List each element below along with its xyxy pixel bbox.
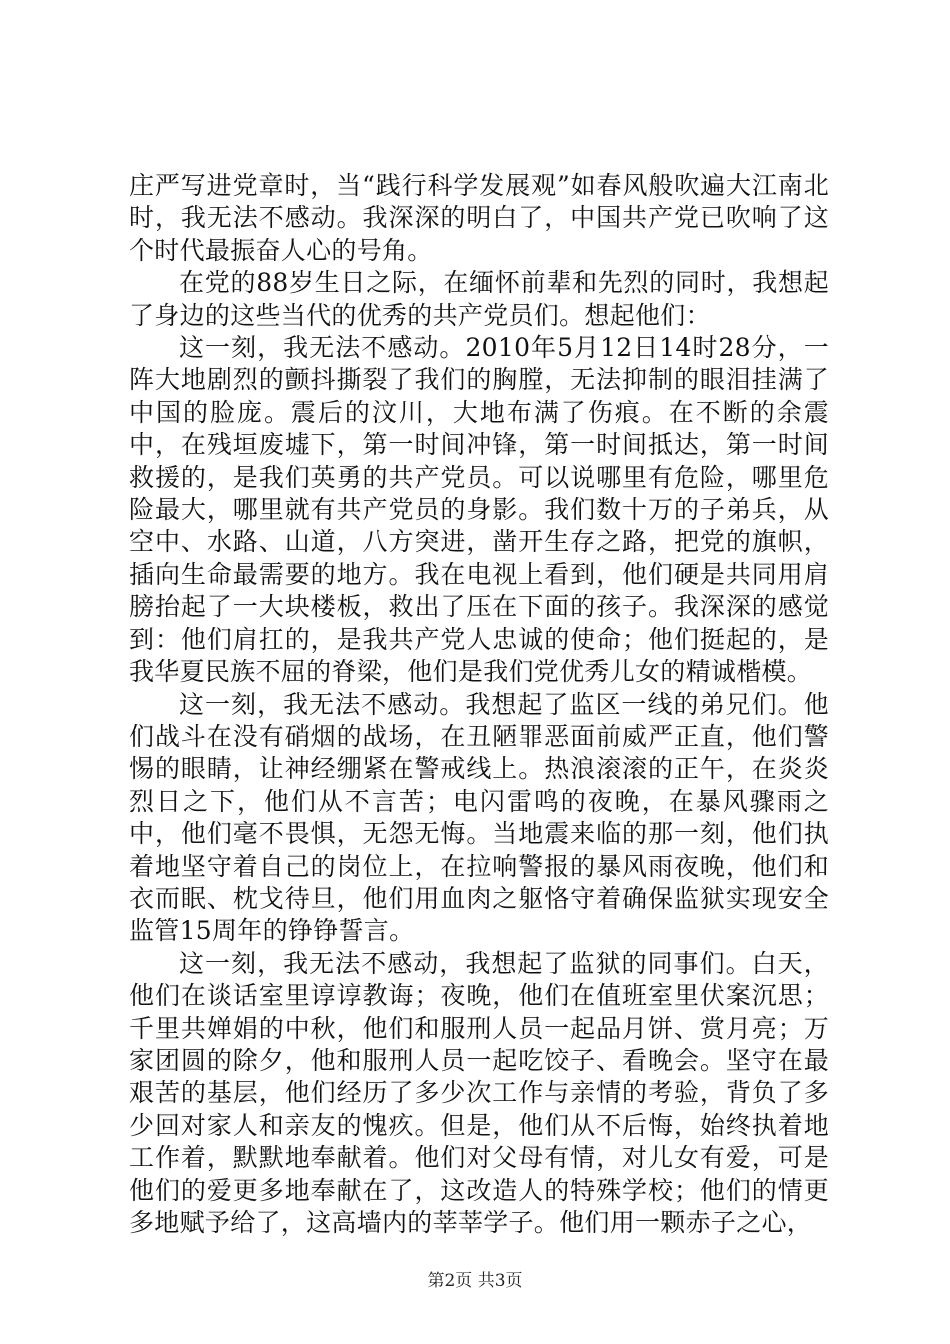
paragraph: 这一刻，我无法不感动。我想起了监区一线的弟兄们。他们战斗在没有硝烟的战场，在丑陋罪恶面前威严正直，他们警惕的眼睛，让神经绷紧在警戒线上。热浪滚滚的正午，在炎炎烈日之下，他们从不言苦；电闪雷鸣的夜晚，在暴风骤雨之中，他们毫不畏惧，无怨无悔。当地震来临的那一刻，他们执着地坚守着自己的岗位上，在拉响警报的暴风雨夜晚，他们和衣而眠、枕戈待旦，他们用血肉之躯恪守着确保监狱实现安全监管15周年的铮铮誓言。	[129, 689, 829, 946]
page-footer: 第2页 共3页	[427, 1271, 523, 1291]
document-body	[129, 170, 829, 1239]
paragraph-continuation: 庄严写进党章时，当“践行科学发展观”如春风般吹遍大江南北时，我无法不感动。我深深的明白了，中国共产党已吹响了这个时代最振奋人心的号角。	[129, 171, 829, 265]
paragraph: 这一刻，我无法不感动。2010年5月12日14时28分，一阵大地剧烈的颤抖撕裂了我们的胸膛，无法抑制的眼泪挂满了中国的脸庞。震后的汶川，大地布满了伤痕。在不断的余震中，在残垣废墟下，第一时间冲锋，第一时间抵达，第一时间救援的，是我们英勇的共产党员。可以说哪里有危险，哪里危险最大，哪里就有共产党员的身影。我们数十万的子弟兵，从空中、水路、山道，八方突进，凿开生存之路，把党的旗帜，插向生命最需要的地方。我在电视上看到，他们硬是共同用肩膀抬起了一大块楼板，救出了压在下面的孩子。我深深的感觉到：他们肩扛的，是我共产党人忠诚的使命；他们挺起的，是我华夏民族不屈的脊梁，他们是我们党优秀儿女的精诚楷模。	[129, 333, 829, 687]
paragraph: 这一刻，我无法不感动，我想起了监狱的同事们。白天，他们在谈话室里谆谆教诲；夜晚，他们在值班室里伏案沉思；千里共婵娟的中秋，他们和服刑人员一起品月饼、赏月亮；万家团圆的除夕，他和服刑人员一起吃饺子、看晚会。坚守在最艰苦的基层，他们经历了多少次工作与亲情的考验，背负了多少回对家人和亲友的愧疚。但是，他们从不后悔，始终执着地工作着，默默地奉献着。他们对父母有情，对儿女有爱，可是他们的爱更多地奉献在了，这改造人的特殊学校；他们的情更多地赋予给了，这高墙内的莘莘学子。他们用一颗赤子之心，	[129, 948, 829, 1237]
paragraph: 在党的88岁生日之际，在缅怀前辈和先烈的同时，我想起了身边的这些当代的优秀的共产党员们。想起他们：	[129, 268, 829, 330]
